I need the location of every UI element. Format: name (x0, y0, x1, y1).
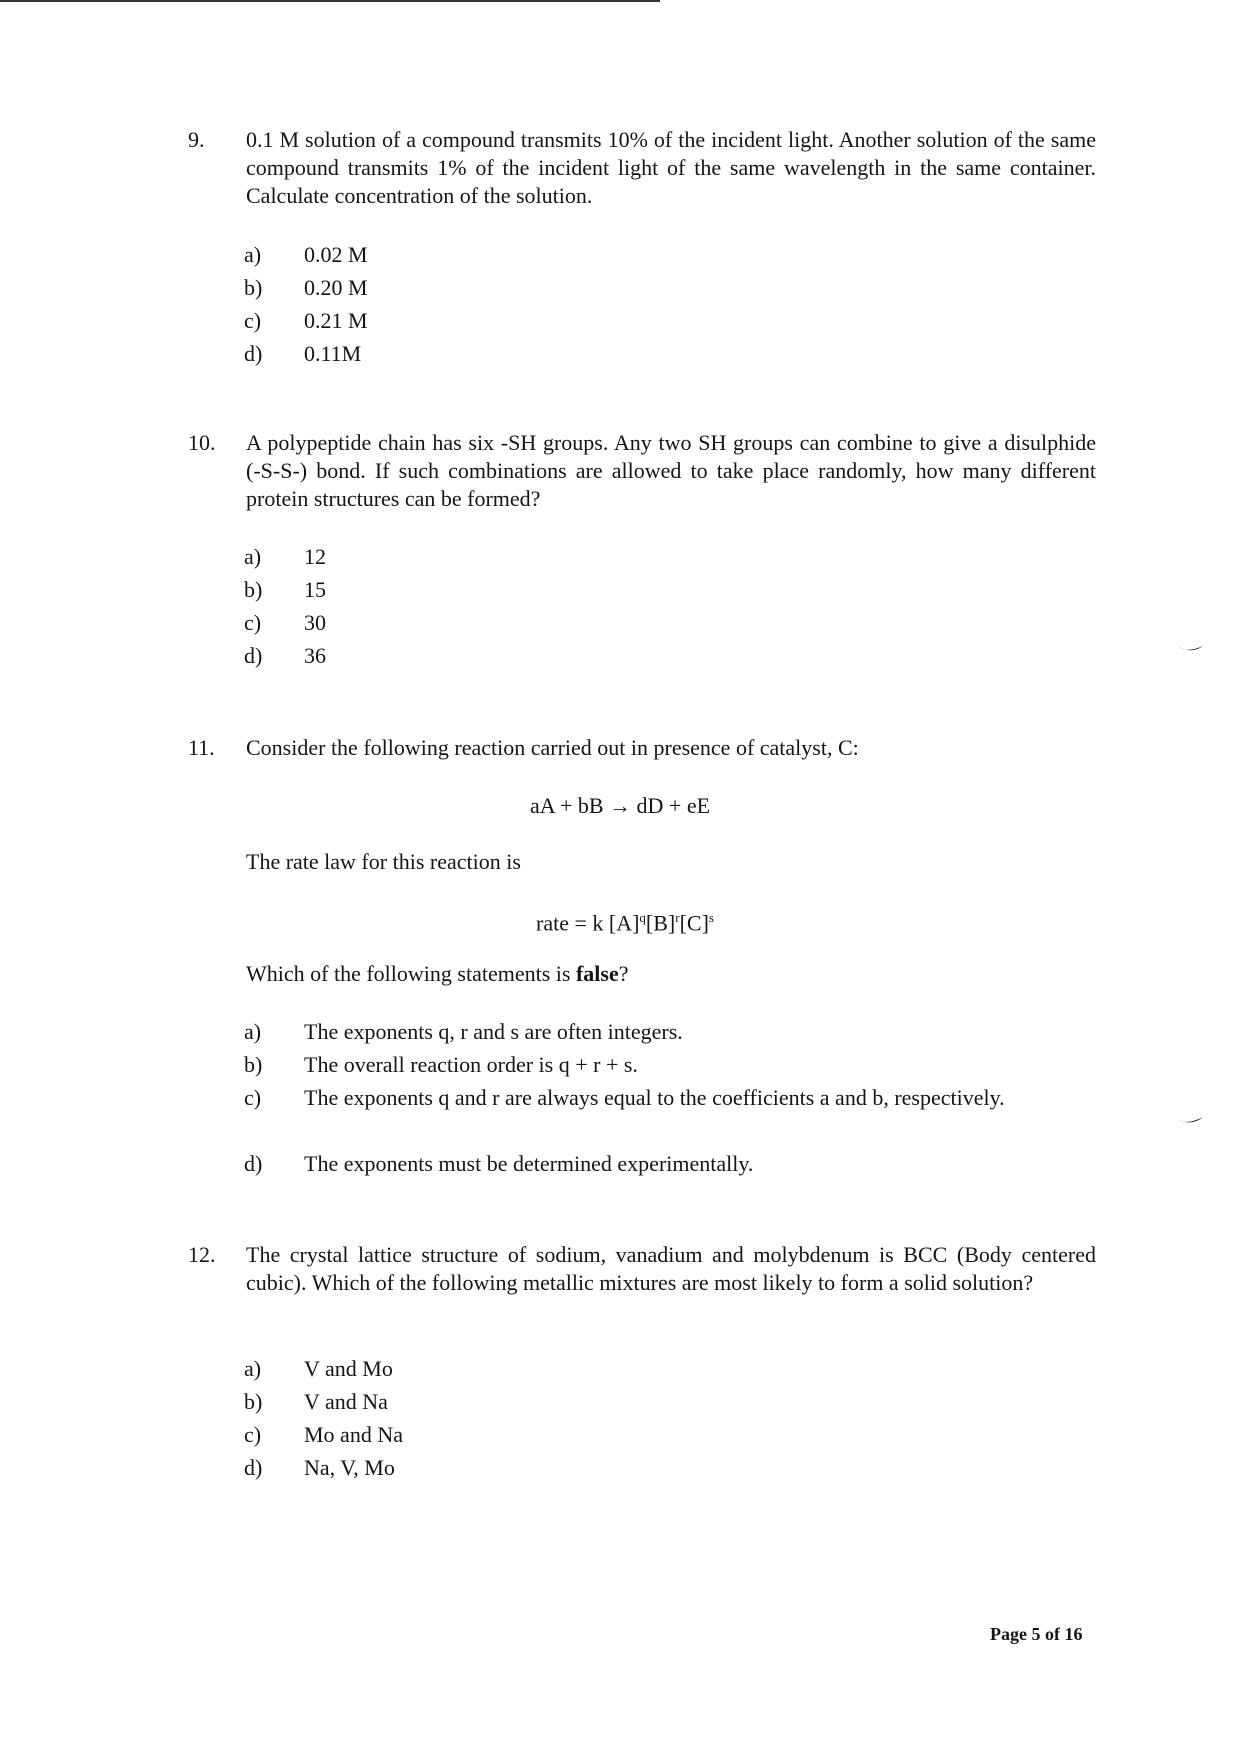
option-label: b) (244, 1389, 263, 1414)
option-label: c) (244, 308, 262, 333)
prompt-text: Which of the following statements is (246, 961, 576, 986)
question-text: 0.1 M solution of a compound transmits 10% of the incident light. Another solution of the same compound transmits 1% of the incident light of the same wavelength in the same container. Calculate concentration of the solution. (246, 127, 1096, 208)
option-c[interactable] (244, 1418, 1104, 1451)
question-text: Consider the following reaction carried out in presence of catalyst, C: (246, 735, 859, 760)
options-9 (244, 238, 1104, 370)
top-rule (0, 0, 660, 2)
option-c[interactable] (244, 606, 1104, 639)
option-text: The overall reaction order is q + r + s. (304, 1052, 638, 1077)
option-text: Na, V, Mo (304, 1455, 395, 1480)
option-label: b) (244, 275, 263, 300)
option-d[interactable] (244, 639, 1104, 672)
option-a[interactable] (244, 540, 1104, 573)
option-label: a) (244, 544, 262, 569)
option-label: c) (244, 1085, 262, 1110)
option-b[interactable] (244, 1385, 1104, 1418)
option-text: 0.02 M (304, 242, 368, 267)
exponent-r: r (675, 910, 680, 925)
option-b[interactable] (244, 1048, 1104, 1081)
option-a[interactable] (244, 238, 1104, 271)
option-text: The exponents q and r are always equal to the coefficients a and b, respectively. (304, 1085, 1005, 1110)
question-number: 10. (188, 430, 216, 455)
option-d[interactable] (244, 1451, 1104, 1484)
option-label: b) (244, 1052, 263, 1077)
option-text: 12 (304, 544, 326, 569)
option-label: d) (244, 341, 263, 366)
option-label: a) (244, 242, 262, 267)
option-text: 0.20 M (304, 275, 368, 300)
option-label: d) (244, 1455, 263, 1480)
option-a[interactable] (244, 1352, 1104, 1385)
option-text: Mo and Na (304, 1422, 403, 1447)
option-label: c) (244, 1422, 262, 1447)
scan-mark-icon (1178, 1116, 1204, 1126)
question-number: 11. (188, 735, 215, 760)
rate-intro: The rate law for this reaction is (246, 849, 521, 874)
option-text: 0.21 M (304, 308, 368, 333)
option-text: V and Mo (304, 1356, 393, 1381)
scan-mark-icon (1178, 644, 1204, 654)
option-text: 30 (304, 610, 326, 635)
option-label: a) (244, 1356, 262, 1381)
option-label: d) (244, 1151, 263, 1176)
rate-law (536, 904, 714, 937)
reaction-equation: aA + bB → dD + eE (530, 793, 711, 818)
rate-law-b: [B] (645, 910, 676, 936)
page-number: Page 5 of 16 (990, 1624, 1083, 1644)
option-b[interactable] (244, 271, 1104, 304)
exponent-s: s (708, 910, 714, 925)
rate-law-c: [C] (679, 910, 709, 936)
option-label: b) (244, 577, 263, 602)
option-text: The exponents q, r and s are often integers. (304, 1019, 683, 1044)
option-c[interactable] (244, 304, 1104, 337)
options-11 (244, 1015, 1104, 1180)
option-a[interactable] (244, 1015, 1104, 1048)
question-prompt (246, 960, 628, 988)
option-d[interactable] (244, 1147, 1104, 1180)
prompt-bold: false (575, 961, 619, 986)
option-b[interactable] (244, 573, 1104, 606)
option-text: The exponents must be determined experimentally. (304, 1151, 754, 1176)
options-10 (244, 540, 1104, 672)
option-d[interactable] (244, 337, 1104, 370)
exponent-q: q (639, 910, 646, 925)
question-text: The crystal lattice structure of sodium, vanadium and molybdenum is BCC (Body centered cubic). Which of the following metallic mixtures are most likely to form a solid solution? (246, 1242, 1096, 1295)
option-text: 36 (304, 643, 326, 668)
option-text: 0.11M (304, 341, 362, 366)
option-label: c) (244, 610, 262, 635)
rate-law-prefix: rate = k [A] (536, 910, 640, 936)
option-c[interactable] (244, 1081, 1104, 1147)
question-number: 12. (188, 1242, 216, 1267)
option-text: V and Na (304, 1389, 388, 1414)
question-number: 9. (188, 127, 205, 152)
options-12 (244, 1352, 1104, 1484)
option-label: d) (244, 643, 263, 668)
question-text: A polypeptide chain has six -SH groups. Any two SH groups can combine to give a disulphide (-S-S-) bond. If such combinations are allowed to take place randomly, how many different protein structures can be formed? (246, 430, 1096, 511)
option-label: a) (244, 1019, 262, 1044)
option-text: 15 (304, 577, 326, 602)
prompt-end: ? (618, 961, 629, 986)
